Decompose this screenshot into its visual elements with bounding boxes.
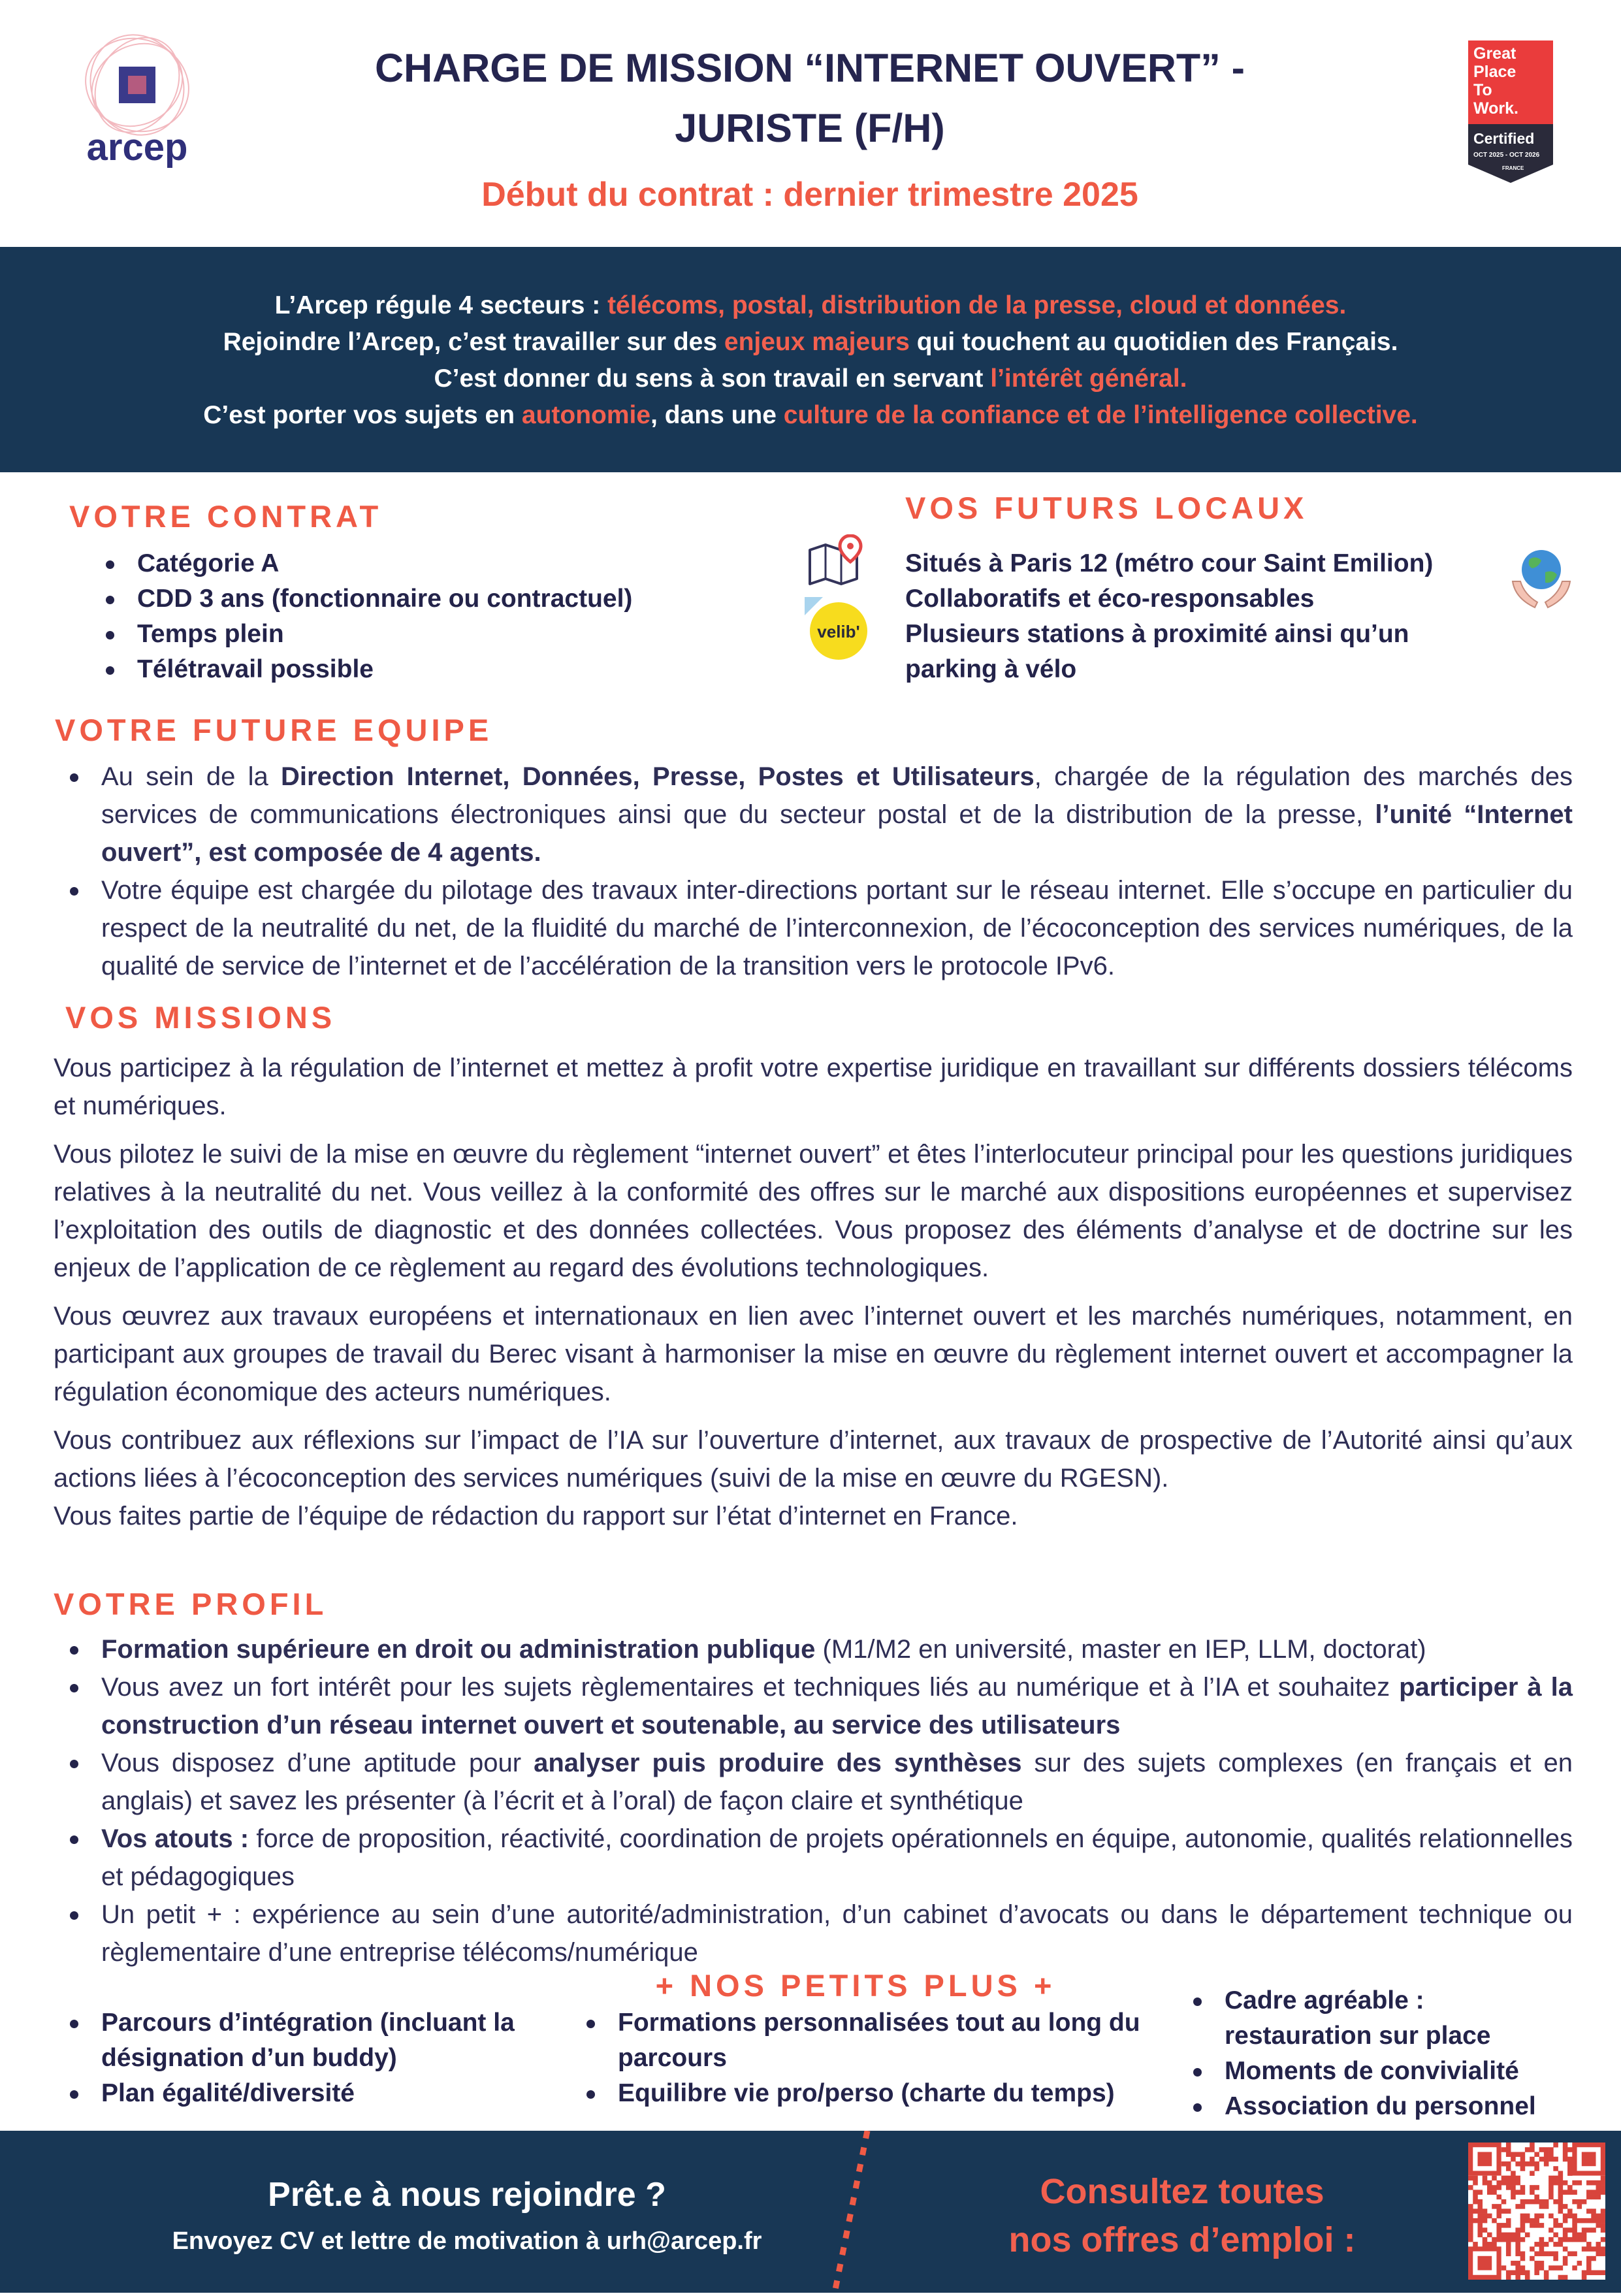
list-item: Vous disposez d’une aptitude pour analyser puis produire des synthèses sur des sujets complexes (en français et en anglais) et savez les présenter (à l’écrit et à l’oral) de façon claire et synthétique bbox=[101, 1744, 1573, 1820]
list-item: Catégorie A bbox=[137, 546, 632, 581]
petits-plus-column-1 bbox=[101, 2005, 571, 2111]
list-item: Télétravail possible bbox=[137, 652, 632, 687]
list-item: Plan égalité/diversité bbox=[101, 2076, 571, 2111]
missions-paragraph: Vous faites partie de l’équipe de rédaction du rapport sur l’état d’internet en France. bbox=[54, 1502, 1018, 1530]
svg-text:FRANCE: FRANCE bbox=[1502, 165, 1524, 171]
list-item: Formation supérieure en droit ou administration publique (M1/M2 en université, master en IEP, LLM, doctorat) bbox=[101, 1630, 1573, 1668]
list-item: Formations personnalisées tout au long du parcours bbox=[618, 2005, 1166, 2076]
svg-text:Work.: Work. bbox=[1473, 99, 1518, 118]
earth-hands-icon bbox=[1509, 546, 1574, 611]
locaux-text: Situés à Paris 12 (métro cour Saint Emilion) Collaboratifs et éco-responsables Plusieurs stations à proximité ainsi qu’un parking à vélo bbox=[905, 549, 1434, 683]
list-item: Temps plein bbox=[137, 617, 632, 652]
great-place-to-work-badge bbox=[1468, 40, 1553, 183]
missions-paragraph: Vous pilotez le suivi de la mise en œuvre du règlement “internet ouvert” et êtes l’interlocuteur principal pour les questions juridiques relatives à la neutralité du net. Vous veillez à la conformité des offres sur le marché aux dispositions européennes et supervisez l’exploitation des outils de diagnostic et des données collectées. Vous proposez des éléments d’analyse et de doctrine sur les enjeux de l’application de ce règlement au regard des évolutions technologiques. bbox=[54, 1140, 1573, 1282]
footer-offers-text: Consultez toutes nos offres d’emploi : bbox=[1008, 2172, 1356, 2259]
list-item: Vos atouts : force de proposition, réactivité, coordination de projets opérationnels en équipe, autonomie, qualités relationnelles et pédagogiques bbox=[101, 1820, 1573, 1896]
petits-plus-column-3 bbox=[1225, 1983, 1564, 2124]
list-item: Moments de convivialité bbox=[1225, 2054, 1564, 2089]
svg-text:To: To bbox=[1473, 81, 1492, 99]
petits-plus-column-2 bbox=[618, 2005, 1166, 2111]
page-title: CHARGE DE MISSION “INTERNET OUVERT” - JURISTE (F/H) bbox=[375, 46, 1245, 150]
list-item: Cadre agréable : restauration sur place bbox=[1225, 1983, 1564, 2054]
list-item: Equilibre vie pro/perso (charte du temps) bbox=[618, 2076, 1166, 2111]
qr-code[interactable] bbox=[1468, 2142, 1605, 2280]
velib-logo bbox=[805, 597, 870, 662]
list-item: Un petit + : expérience au sein d’une autorité/administration, d’un cabinet d’avocats ou dans le département technique ou règlementaire d’une entreprise télécoms/numérique bbox=[101, 1896, 1573, 1971]
svg-text:velib': velib' bbox=[817, 622, 860, 641]
profil-list bbox=[101, 1630, 1573, 1971]
map-pin-icon bbox=[807, 534, 866, 587]
list-item: CDD 3 ans (fonctionnaire ou contractuel) bbox=[137, 581, 632, 617]
equipe-heading: VOTRE FUTURE EQUIPE bbox=[55, 713, 493, 747]
svg-text:OCT 2025 - OCT 2026: OCT 2025 - OCT 2026 bbox=[1473, 152, 1540, 159]
list-item: Vous avez un fort intérêt pour les sujets règlementaires et techniques liés au numérique et à l’IA et souhaitez participer à la construction d’un réseau internet ouvert et soutenable, au service des utilisateurs bbox=[101, 1668, 1573, 1744]
missions-paragraph: Vous œuvrez aux travaux européens et internationaux en lien avec l’internet ouvert et les marchés numériques, notamment, en participant aux groupes de travail du Berec visant à harmoniser la mise en œuvre du règlement internet ouvert et accompagner la régulation économique des acteurs numériques. bbox=[54, 1302, 1573, 1406]
list-item: Au sein de la Direction Internet, Données, Presse, Postes et Utilisateurs, chargée de la régulation des marchés des services de communications électroniques ainsi que du secteur postal et de la distribution de la presse, l’unité “Internet ouvert”, est composée de 4 agents. bbox=[101, 758, 1573, 871]
contrat-list bbox=[137, 546, 632, 687]
missions-heading: VOS MISSIONS bbox=[65, 1000, 336, 1035]
missions-paragraph: Vous contribuez aux réflexions sur l’impact de l’IA sur l’ouverture d’internet, aux travaux de prospective de l’Autorité ainsi qu’aux actions liées à l’écoconception des services numériques (suivi de la mise en œuvre du RGESN). bbox=[54, 1426, 1573, 1493]
locaux-heading: VOS FUTURS LOCAUX bbox=[905, 491, 1308, 525]
petits-plus-heading: + NOS PETITS PLUS + bbox=[655, 1968, 1056, 2003]
list-item: Votre équipe est chargée du pilotage des travaux inter-directions portant sur le réseau internet. Elle s’occupe en particulier du respect de la neutralité du net, de la fluidité du marché de l’interconnexion, de l’écoconception des services numériques, de la qualité de service de l’internet et de l’accélération de la transition vers le protocole IPv6. bbox=[101, 871, 1573, 985]
intro-banner-text: L’Arcep régule 4 secteurs : télécoms, postal, distribution de la presse, cloud et données. Rejoindre l’Arcep, c’est travailler sur des enjeux majeurs qui touchent au quotidien des Français. C’est donner du sens à son travail en servant l’intérêt général. C’est porter vos sujets en autonomie, dans une culture de la confiance et de l’intelligence collective. bbox=[203, 291, 1418, 429]
svg-text:Certified: Certified bbox=[1473, 130, 1535, 147]
svg-text:arcep: arcep bbox=[86, 126, 188, 169]
footer-cta-email[interactable]: Envoyez CV et lettre de motivation à urh@arcep.fr bbox=[172, 2227, 762, 2255]
missions-text bbox=[54, 1049, 1573, 1545]
contract-start-subtitle: Début du contrat : dernier trimestre 2025 bbox=[481, 176, 1138, 214]
contrat-heading: VOTRE CONTRAT bbox=[69, 499, 383, 534]
svg-text:Place: Place bbox=[1473, 63, 1517, 81]
missions-paragraph: Vous participez à la régulation de l’internet et mettez à profit votre expertise juridique en travaillant sur différents dossiers télécoms et numériques. bbox=[54, 1054, 1573, 1120]
equipe-list bbox=[101, 758, 1573, 985]
list-item: Association du personnel bbox=[1225, 2089, 1564, 2124]
svg-text:Great: Great bbox=[1473, 44, 1517, 63]
profil-heading: VOTRE PROFIL bbox=[54, 1587, 328, 1621]
footer-cta-title: Prêt.e à nous rejoindre ? bbox=[268, 2176, 666, 2214]
list-item: Parcours d’intégration (incluant la désignation d’un buddy) bbox=[101, 2005, 571, 2076]
arcep-logo bbox=[65, 29, 209, 173]
